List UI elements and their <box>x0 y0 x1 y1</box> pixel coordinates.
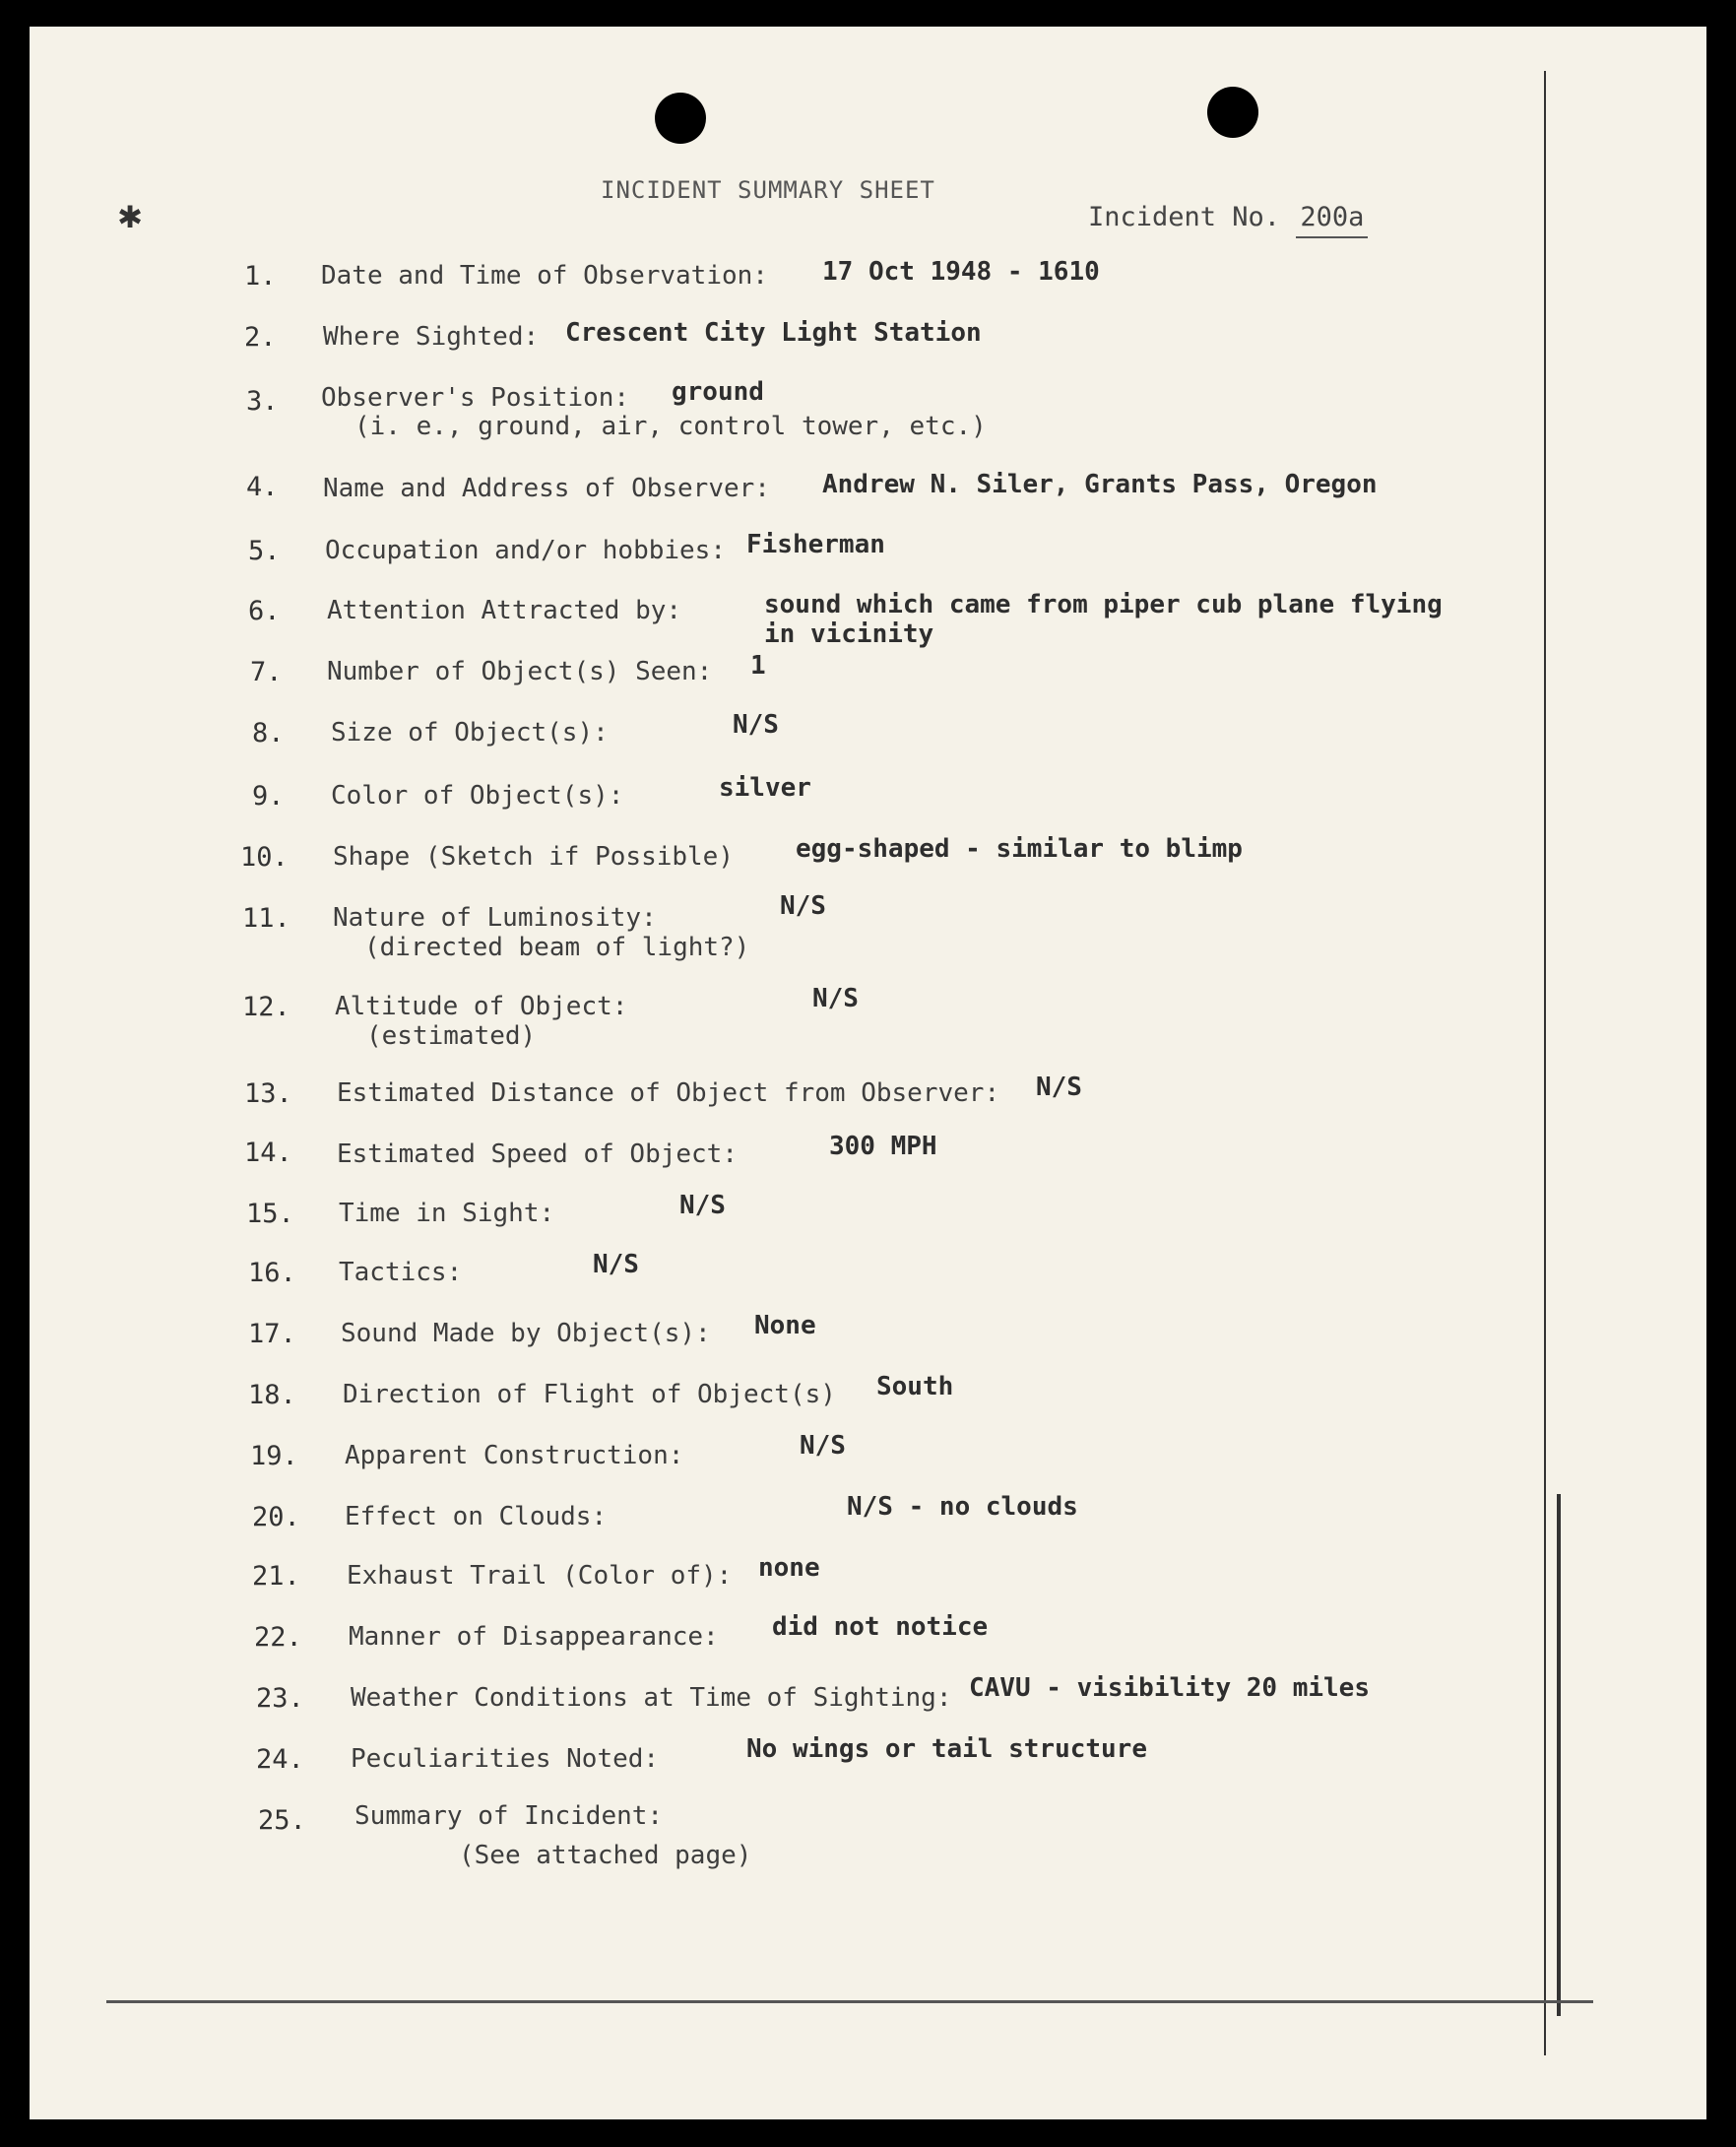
item-number: 6. <box>248 596 281 626</box>
item-value: N/S <box>800 1431 846 1461</box>
item-number: 7. <box>250 657 283 687</box>
bottom-rule <box>106 2000 1593 2003</box>
item-label: Altitude of Object: <box>335 992 628 1021</box>
item-value: N/S <box>812 984 859 1013</box>
item-value: N/S <box>1036 1073 1082 1102</box>
item-label: Estimated Distance of Object from Observer: <box>337 1078 1000 1108</box>
item-number: 21. <box>252 1561 300 1592</box>
item-label: Tactics: <box>339 1258 463 1287</box>
item-value: N/S - no clouds <box>847 1492 1078 1522</box>
item-number: 16. <box>248 1258 296 1288</box>
item-value: CAVU - visibility 20 miles <box>969 1673 1370 1703</box>
item-value: N/S <box>593 1250 639 1279</box>
item-sub-label: (directed beam of light?) <box>364 933 750 962</box>
ink-smudge: ✱ <box>118 192 143 237</box>
page-title: INCIDENT SUMMARY SHEET <box>601 176 935 204</box>
item-label: Manner of Disappearance: <box>349 1622 719 1652</box>
item-value: No wings or tail structure <box>746 1734 1147 1764</box>
item-label: Color of Object(s): <box>331 781 624 811</box>
item-label: Peculiarities Noted: <box>351 1744 660 1774</box>
item-label: Name and Address of Observer: <box>323 474 770 503</box>
item-sub-label: (i. e., ground, air, control tower, etc.) <box>354 412 987 441</box>
item-number: 18. <box>248 1380 296 1410</box>
item-sub-label: (See attached page) <box>459 1841 752 1870</box>
item-label: Effect on Clouds: <box>345 1502 608 1531</box>
item-number: 19. <box>250 1441 298 1471</box>
incident-number <box>1088 202 1368 238</box>
item-value: ground <box>672 377 764 407</box>
incident-label: Incident No. <box>1088 202 1281 232</box>
item-value: 17 Oct 1948 - 1610 <box>822 257 1100 287</box>
item-number: 10. <box>240 842 289 873</box>
right-margin-line <box>1544 71 1546 2055</box>
item-value: Andrew N. Siler, Grants Pass, Oregon <box>822 470 1378 499</box>
document-page <box>30 27 1706 2119</box>
item-label: Nature of Luminosity: <box>333 903 657 933</box>
item-number: 20. <box>252 1502 300 1532</box>
item-label: Where Sighted: <box>323 322 540 352</box>
item-sub-label: (estimated) <box>366 1021 537 1051</box>
item-value: None <box>754 1311 816 1340</box>
item-number: 24. <box>256 1744 304 1775</box>
item-value: N/S <box>679 1191 726 1220</box>
item-value: 300 MPH <box>829 1132 937 1161</box>
item-label: Apparent Construction: <box>345 1441 684 1470</box>
item-number: 15. <box>246 1199 294 1229</box>
item-number: 8. <box>252 718 285 748</box>
item-value: egg-shaped - similar to blimp <box>796 834 1243 864</box>
right-box-line <box>1557 1494 1561 2016</box>
item-number: 3. <box>246 386 279 417</box>
punch-hole-right <box>1207 87 1258 138</box>
item-value: South <box>876 1372 954 1401</box>
item-number: 22. <box>254 1622 302 1653</box>
item-label: Occupation and/or hobbies: <box>325 536 726 565</box>
item-number: 1. <box>244 261 277 292</box>
item-number: 12. <box>242 992 290 1022</box>
item-value: Fisherman <box>746 530 885 559</box>
item-value: N/S <box>733 710 779 740</box>
item-value: none <box>758 1553 820 1583</box>
item-value: N/S <box>780 891 826 921</box>
item-label: Attention Attracted by: <box>327 596 682 625</box>
item-number: 13. <box>244 1078 292 1109</box>
item-label: Number of Object(s) Seen: <box>327 657 713 686</box>
item-value: silver <box>719 773 811 803</box>
item-label: Exhaust Trail (Color of): <box>347 1561 733 1591</box>
item-number: 11. <box>242 903 290 934</box>
item-value: Crescent City Light Station <box>565 318 982 348</box>
item-number: 9. <box>252 781 285 812</box>
item-label: Size of Object(s): <box>331 718 609 748</box>
item-number: 14. <box>244 1138 292 1168</box>
incident-number-value: 200a <box>1296 202 1368 238</box>
item-number: 4. <box>246 472 279 502</box>
item-number: 17. <box>248 1319 296 1349</box>
item-number: 23. <box>256 1683 304 1714</box>
item-label: Weather Conditions at Time of Sighting: <box>351 1683 952 1713</box>
item-number: 25. <box>258 1805 306 1836</box>
item-label: Shape (Sketch if Possible) <box>333 842 734 872</box>
item-label: Summary of Incident: <box>354 1801 664 1831</box>
item-label: Estimated Speed of Object: <box>337 1139 738 1169</box>
item-value: 1 <box>750 651 766 681</box>
item-label: Direction of Flight of Object(s) <box>343 1380 836 1409</box>
item-number: 5. <box>248 536 281 566</box>
item-label: Observer's Position: <box>321 383 630 413</box>
item-value: sound which came from piper cub plane flying <box>764 590 1443 619</box>
item-value: did not notice <box>772 1612 989 1642</box>
item-label: Sound Made by Object(s): <box>341 1319 711 1348</box>
punch-hole-left <box>655 93 706 144</box>
item-value-continued: in vicinity <box>764 619 934 649</box>
item-label: Date and Time of Observation: <box>321 261 768 291</box>
item-label: Time in Sight: <box>339 1199 555 1228</box>
item-number: 2. <box>244 322 277 353</box>
